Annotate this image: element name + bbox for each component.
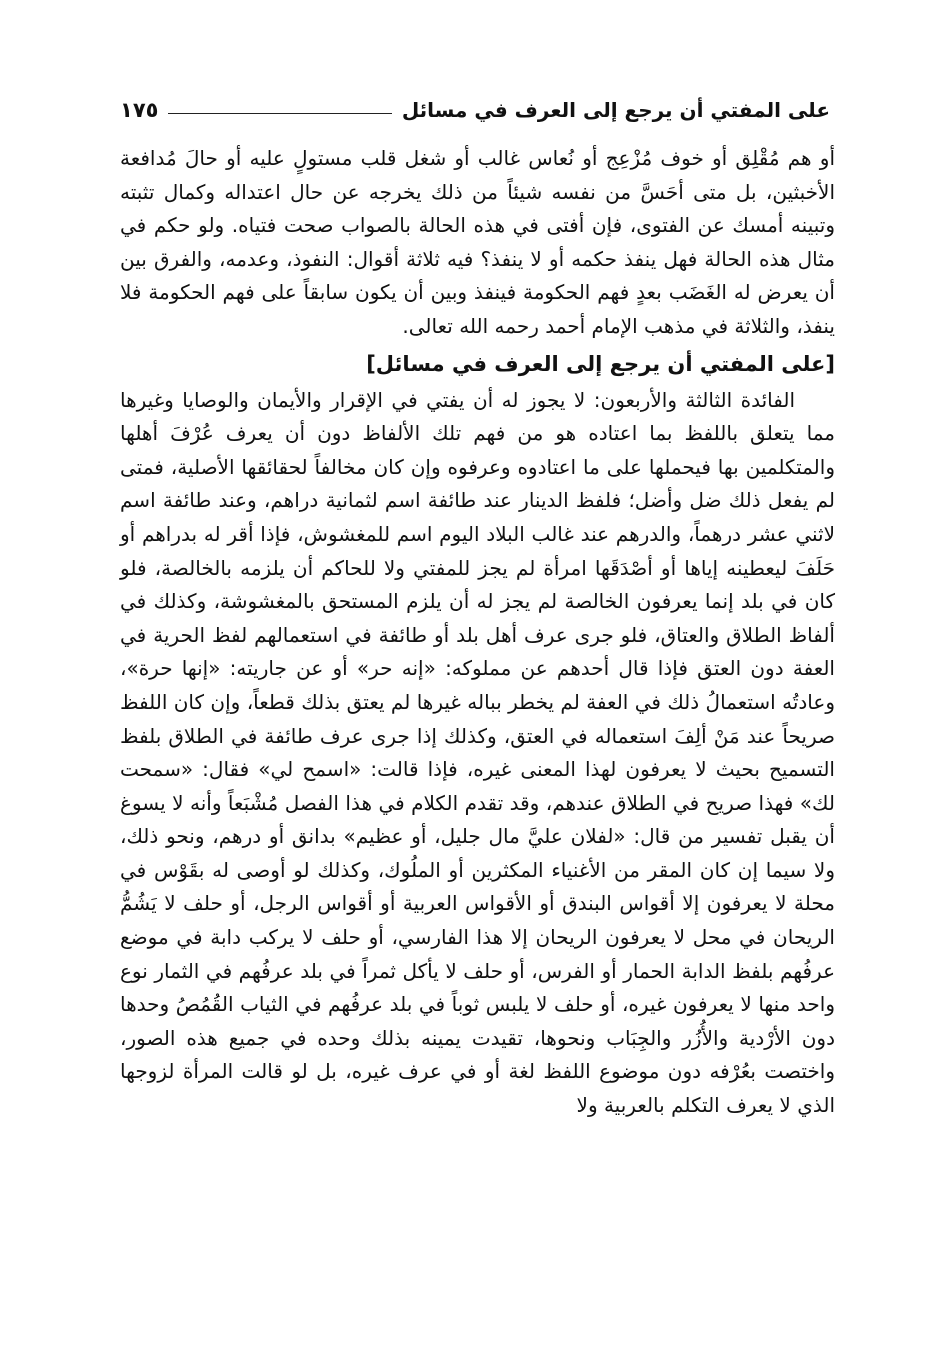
- page-body: [120, 142, 835, 1123]
- paragraph-continuation: أو هم مُقْلِق أو خوف مُزْعِج أو نُعاس غالب أو شغل قلب مستولٍ عليه أو حالَ مُدافعة الأخبثين، بل متى أحَسَّ من نفسه شيئاً من ذلك يخرجه عن حال اعتداله وكمال تثبته وتبينه أمسك عن الفتوى، فإن أفتى في هذه الحالة بالصواب صحت فتياه. ولو حكم في مثال هذه الحالة فهل ينفذ حكمه أو لا ينفذ؟ فيه ثلاثة أقوال: النفوذ، وعدمه، والفرق بين أن يعرض له الغَضَب بعدٍ فهم الحكومة فينفذ وبين أن يكون سابقاً على فهم الحكومة فلا ينفذ، والثلاثة في مذهب الإمام أحمد رحمه الله تعالى.: [120, 146, 835, 338]
- paragraph-fifth-benefit: الفائدة الثالثة والأربعون: لا يجوز له أن يفتي في الإقرار والأيمان والوصايا وغيرها مما يتعلق باللفظ بما اعتاده هو من فهم تلك الألفاظ دون أن يعرف عُرْفَ أهلها والمتكلمين بها فيحملها على ما اعتادوه وعرفوه وإن كان مخالفاً لحقائقها الأصلية، فمتى لم يفعل ذلك ضل وأضل؛ فلفظ الدينار عند طائفة اسم لثمانية دراهم، وعند طائفة اسم لاثني عشر درهماً، والدرهم عند غالب البلاد اليوم اسم للمغشوش، فإذا أقر له بدراهم أو حَلَفَ ليعطينه إياها أو أصْدَقَها امرأة لم يجز للمفتي ولا للحاكم أن يلزمه بالخالصة، فلو كان في بلد إنما يعرفون الخالصة لم يجز له أن يلزم المستحق بالمغشوشة، وكذلك في ألفاظ الطلاق والعتاق، فلو جرى عرف أهل بلد أو طائفة في استعمالهم لفظ الحرية في العفة دون العتق فإذا قال أحدهم عن مملوكه: «إنه حر» أو عن جاريته: «إنها حرة»، وعادتُه استعمالُ ذلك في العفة لم يخطر بباله غيرها لم يعتق بذلك قطعاً، وإن كان اللفظ صريحاً عند مَنْ ألِفَ استعماله في العتق، وكذلك إذا جرى عرف طائفة في الطلاق بلفظ التسميح بحيث لا يعرفون لهذا المعنى غيره، فإذا قالت: «اسمح لي» فقال: «سمحت لك» فهذا صريح في الطلاق عندهم، وقد تقدم الكلام في هذا الفصل مُشْبَعاً وأنه لا يسوغ أن يقبل تفسير من قال: «لفلان عليَّ مال جليل، أو عظيم» بدانق أو درهم، ونحو ذلك، ولا سيما إن كان المقر من الأغنياء المكثرين أو الملُوك، وكذلك لو أوصى له بقَوْس في محلة لا يعرفون إلا أقواس البندق أو الأقواس العربية أو أقواس الرجل، أو حلف لا يَشُمُّ الريحان في محل لا يعرفون الريحان إلا هذا الفارسي، أو حلف لا يركب دابة في موضع عرفُهم بلفظ الدابة الحمار أو الفرس، أو حلف لا يأكل ثمراً في بلد عرفُهم في الثمار نوع واحد منها لا يعرفون غيره، أو حلف لا يلبس ثوباً في بلد عرفُهم في الثياب القُمُصُ وحدها دون الأرْدية والأُزُر والجِبَاب ونحوها، تقيدت يمينه بذلك وحده في جميع هذه الصور، واختصت بعُرْفه دون موضوع اللفظ لغة أو في عرف غيره، بل لو قالت المرأة لزوجها الذي لا يعرف التكلم بالعربية ولا: [120, 387, 835, 1118]
- page-number: ١٧٥: [120, 98, 159, 122]
- section-heading: [على المفتي أن يرجع إلى العرف في مسائل]: [366, 351, 835, 376]
- running-header: [120, 92, 830, 128]
- header-rule: [168, 113, 391, 114]
- running-header-title: على المفتي أن يرجع إلى العرف في مسائل: [401, 98, 830, 122]
